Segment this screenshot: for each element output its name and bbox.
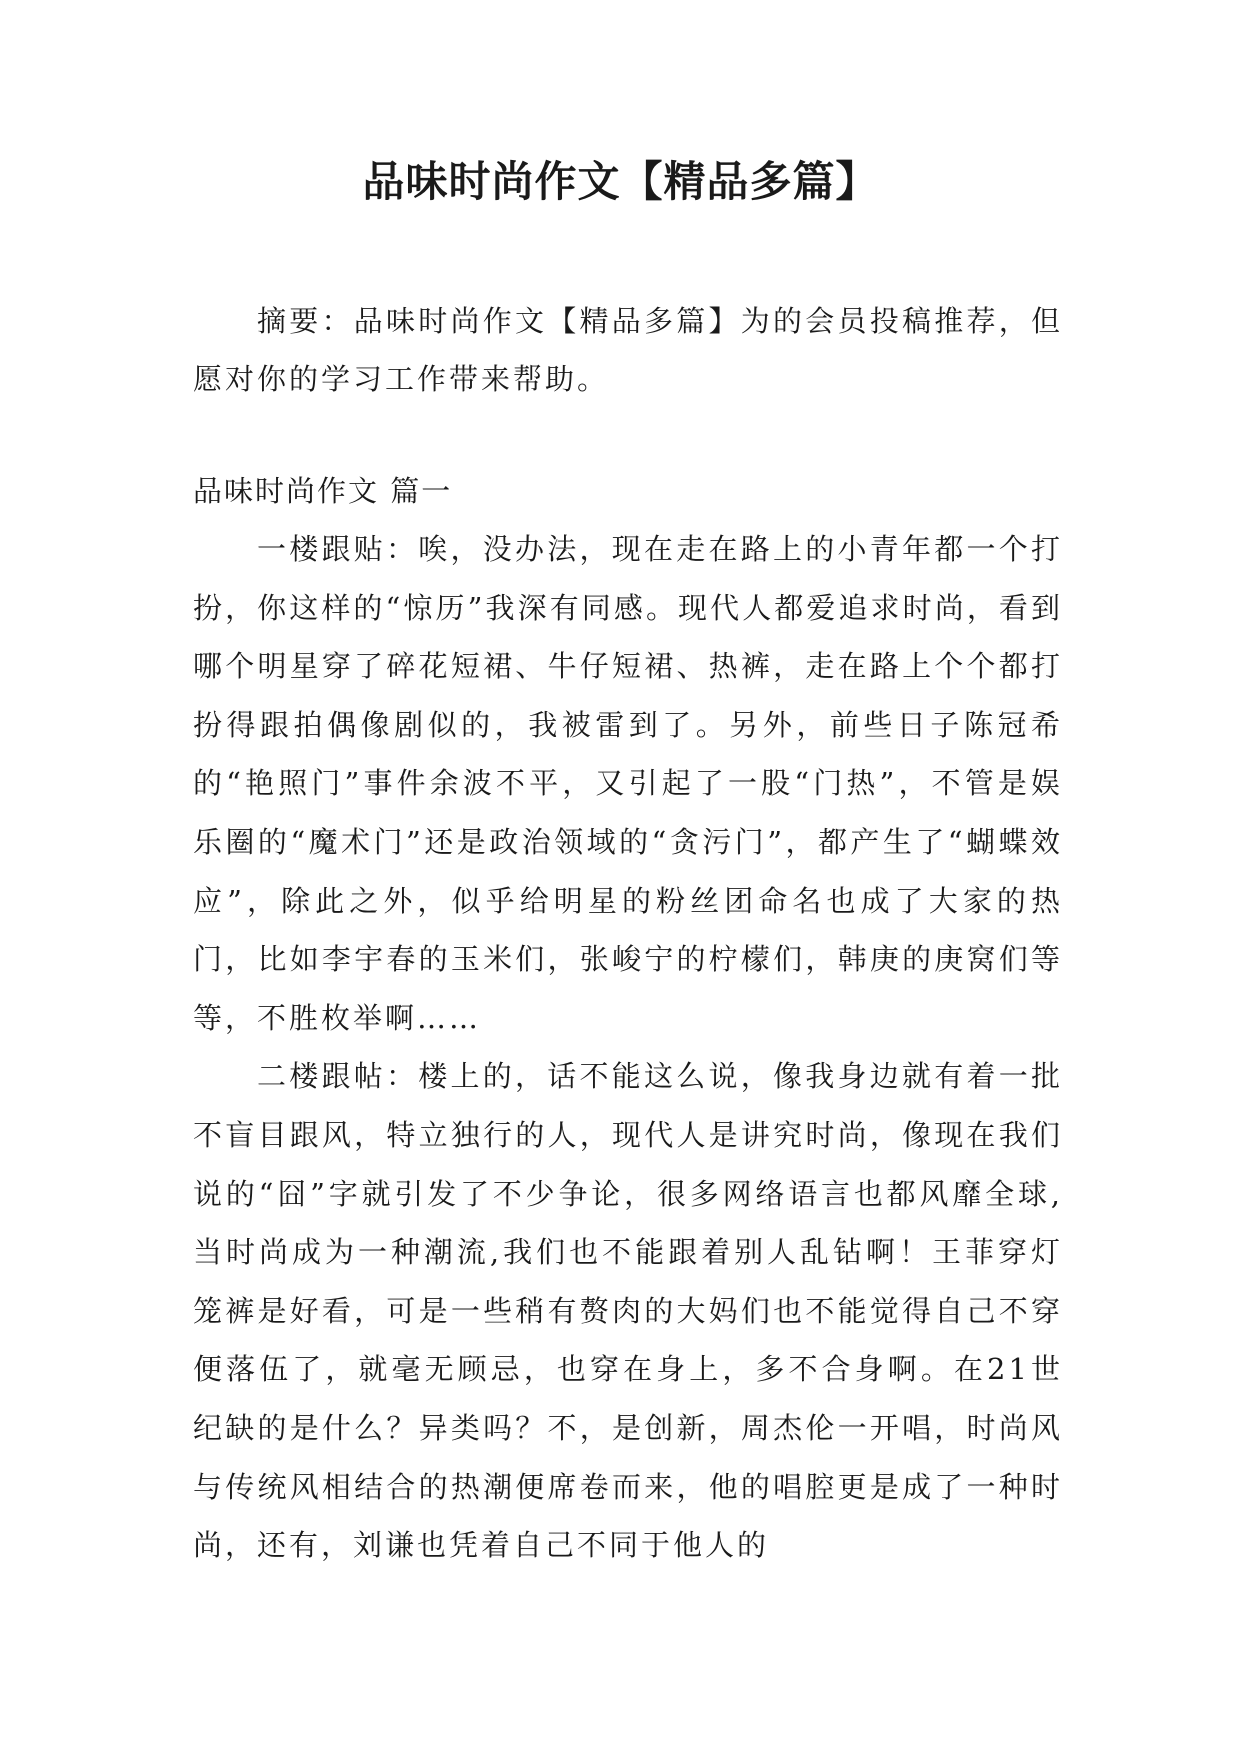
document-abstract: 摘要：品味时尚作文【精品多篇】为的会员投稿推荐，但愿对你的学习工作带来帮助。 xyxy=(193,304,1063,396)
paragraph-first-floor-reply: 一楼跟贴：唉，没办法，现在走在路上的小青年都一个打扮，你这样的“惊历”我深有同感。现代人都爱追求时尚，看到哪个明星穿了碎花短裙、牛仔短裙、热裤，走在路上个个都打扮得跟拍偶像剧似的，我被雷到了。另外，前些日子陈冠希的“艳照门”事件余波不平，又引起了一股“门热”，不管是娱乐圈的“魔术门”还是政治领域的“贪污门”，都产生了“蝴蝶效应”，除此之外，似乎给明星的粉丝团命名也成了大家的热门，比如李宇春的玉米们，张峻宁的柠檬们，韩庚的庚窝们等等，不胜枚举啊…… xyxy=(193,532,1063,1035)
paragraph-second-floor-reply: 二楼跟帖：楼上的，话不能这么说，像我身边就有着一批不盲目跟风，特立独行的人，现代人是讲究时尚，像现在我们说的“囧”字就引发了不少争论，很多网络语言也都风靡全球,当时尚成为一种潮流,我们也不能跟着别人乱钻啊！王菲穿灯笼裤是好看，可是一些稍有赘肉的大妈们也不能觉得自己不穿便落伍了，就毫无顾忌，也穿在身上，多不合身啊。在21世纪缺的是什么？异类吗？不，是创新，周杰伦一开唱，时尚风与传统风相结合的热潮便席卷而来，他的唱腔更是成了一种时尚，还有，刘谦也凭着自己不同于他人的 xyxy=(193,1059,1063,1563)
document-title: 品味时尚作文【精品多篇】 xyxy=(362,157,879,206)
section-heading: 品味时尚作文 篇一 xyxy=(193,474,453,508)
section-body xyxy=(193,520,1063,1575)
